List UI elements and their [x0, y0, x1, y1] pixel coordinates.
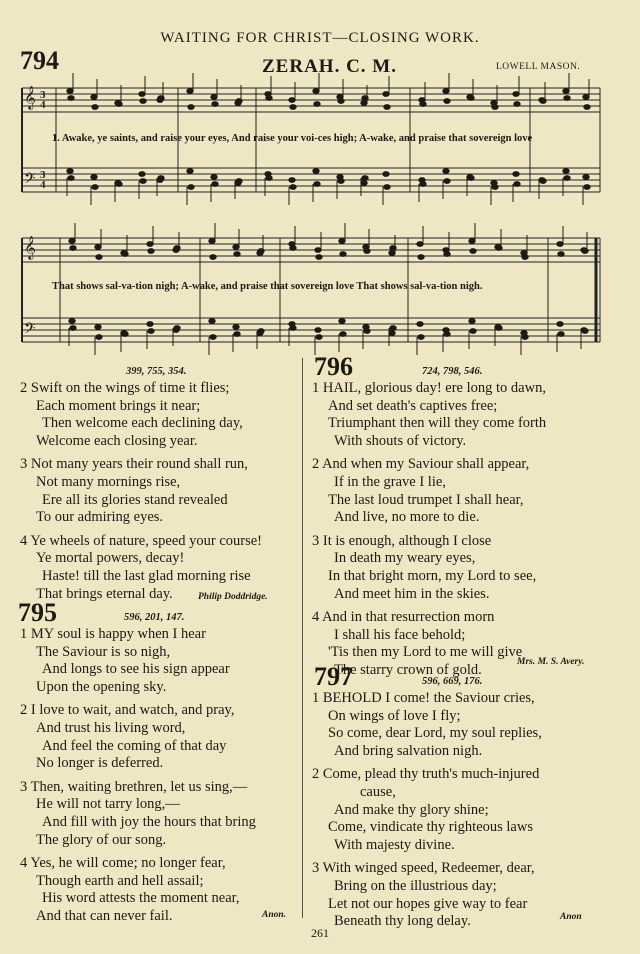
notehead [338, 99, 344, 104]
music-score [0, 0, 640, 360]
hymn-797-author: Anon [560, 912, 582, 922]
notehead [67, 89, 73, 94]
verse-line: Upon the opening sky. [36, 678, 167, 695]
verse-line: 3 Then, waiting brethren, let us sing,— [20, 778, 248, 795]
notehead [92, 185, 98, 190]
verse-line: Let not our hopes give way to fear [328, 895, 528, 912]
verse-line: Then welcome each declining day, [42, 415, 243, 432]
notehead [384, 185, 390, 190]
notehead [211, 95, 217, 100]
notehead [522, 335, 528, 340]
notehead [95, 245, 101, 250]
hymn-797-text [312, 690, 542, 931]
notehead [95, 325, 101, 330]
verse-line: 2 And when my Saviour shall appear, [312, 456, 530, 473]
notehead [139, 92, 145, 97]
verse-line: Each moment brings it near; [36, 397, 201, 414]
notehead [290, 105, 296, 110]
notehead [70, 326, 76, 331]
notehead [313, 169, 319, 174]
verse-line: And longs to see his sign appear [42, 661, 230, 678]
notehead [290, 185, 296, 190]
notehead [514, 182, 520, 187]
notehead [470, 249, 476, 254]
notehead [364, 249, 370, 254]
notehead [469, 239, 475, 244]
notehead [557, 322, 563, 327]
notehead [558, 252, 564, 257]
treble-clef-icon: 𝄞 [24, 235, 36, 259]
notehead [364, 329, 370, 334]
verse-line: And meet him in the skies. [334, 585, 490, 602]
notehead [147, 322, 153, 327]
notehead [68, 96, 74, 101]
verse-line: Not many mornings rise, [36, 473, 181, 490]
notehead [563, 89, 569, 94]
verse-line: Bring on the illustrious day; [334, 877, 497, 894]
hymn-794-refs: 399, 755, 354. [126, 366, 187, 377]
notehead [187, 169, 193, 174]
verse-line: Welcome each closing year. [36, 432, 198, 449]
notehead [209, 319, 215, 324]
notehead [443, 169, 449, 174]
notehead [444, 252, 450, 257]
notehead [289, 98, 295, 103]
notehead [210, 335, 216, 340]
notehead [314, 102, 320, 107]
notehead [122, 332, 128, 337]
notehead [496, 326, 502, 331]
treble-clef-icon: 𝄞 [24, 85, 36, 109]
notehead [236, 179, 242, 184]
notehead [234, 332, 240, 337]
notehead [361, 101, 367, 106]
notehead [558, 332, 564, 337]
hymn-796-text [312, 380, 546, 680]
verse-line: 3 With winged speed, Redeemer, dear, [312, 860, 535, 877]
verse-line: 2 Come, plead thy truth's much-injured [312, 766, 540, 783]
hymn-795-author: Anon. [262, 910, 287, 920]
verse-line: Ere all its glories stand revealed [42, 491, 228, 508]
lyric-line-1: 1. Awake, ye saints, and raise your eyes, And raise your voi-ces high; A-wake, and praise that sovereign love [52, 133, 533, 144]
verse-line: His word attests the moment near, [42, 890, 240, 907]
notehead [140, 179, 146, 184]
notehead [92, 105, 98, 110]
notehead [584, 185, 590, 190]
notehead [188, 185, 194, 190]
notehead [583, 175, 589, 180]
section-title: WAITING FOR CHRIST—CLOSING WORK. [160, 30, 480, 46]
notehead [564, 96, 570, 101]
notehead [443, 89, 449, 94]
notehead [389, 331, 395, 336]
notehead [91, 175, 97, 180]
verse-line: And fill with joy the hours that bring [42, 813, 256, 830]
hymn-796-number: 796 [314, 352, 353, 381]
notehead [470, 329, 476, 334]
lyric-line-2: That shows sal-va-tion nigh; A-wake, and praise that sovereign love That shows sal-va-tion nigh. [52, 281, 483, 292]
verse-line: And live, no more to die. [334, 509, 480, 526]
notehead [187, 89, 193, 94]
verse-line: That brings eternal day. [36, 585, 173, 602]
verse-line: 2 Swift on the wings of time it flies; [20, 380, 230, 396]
verse-line: And bring salvation nigh. [334, 742, 483, 759]
notehead [540, 179, 546, 184]
notehead [212, 102, 218, 107]
notehead [390, 326, 396, 331]
verse-line: To our admiring eyes. [36, 509, 164, 526]
notehead [210, 255, 216, 260]
notehead [582, 329, 588, 334]
notehead [116, 182, 122, 187]
notehead [96, 335, 102, 340]
notehead [444, 179, 450, 184]
verse-line: Beneath thy long delay. [334, 913, 471, 930]
hymn-796-refs: 724, 798, 546. [422, 366, 483, 377]
tune-name: ZERAH. C. M. [262, 56, 397, 77]
notehead [417, 322, 423, 327]
notehead [258, 329, 264, 334]
notehead [514, 102, 520, 107]
verse-line: If in the grave I lie, [334, 473, 446, 490]
notehead [91, 95, 97, 100]
notehead [209, 239, 215, 244]
hymn-794-text [20, 380, 262, 603]
notehead [383, 92, 389, 97]
notehead [140, 99, 146, 104]
verse-line: With shouts of victory. [334, 432, 467, 449]
notehead [233, 245, 239, 250]
verse-line: And feel the coming of that day [42, 737, 227, 754]
notehead [564, 176, 570, 181]
notehead [313, 89, 319, 94]
hymn-797-refs: 596, 669, 176. [422, 676, 483, 687]
verse-line: Triumphant then will they come forth [328, 415, 547, 432]
verse-line: cause, [360, 783, 396, 800]
notehead [148, 249, 154, 254]
notehead [420, 102, 426, 107]
notehead [584, 105, 590, 110]
notehead [339, 239, 345, 244]
notehead [316, 335, 322, 340]
notehead [69, 319, 75, 324]
verse-line: The glory of our song. [36, 831, 167, 848]
notehead [266, 96, 272, 101]
notehead [340, 332, 346, 337]
verse-line: 1 MY soul is happy when I hear [20, 626, 206, 642]
time-signature: 4 [40, 99, 46, 111]
verse-line: And set death's captives free; [328, 397, 498, 414]
notehead [513, 92, 519, 97]
notehead [362, 176, 368, 181]
verse-line: Though earth and hell assail; [36, 872, 204, 889]
time-signature: 3 [40, 89, 46, 101]
verse-line: 3 Not many years their round shall run, [20, 456, 248, 473]
hymn-795-refs: 596, 201, 147. [124, 612, 185, 623]
verse-line: I shall his face behold; [334, 626, 466, 643]
verse-line: 'Tis then my Lord to me will give [328, 644, 523, 661]
verse-line: Haste! till the last glad morning rise [42, 567, 251, 584]
verse-line: On wings of love I fly; [328, 707, 461, 724]
verse-line: 4 Yes, he will come; no longer fear, [20, 855, 226, 872]
hymn-795-number: 795 [18, 598, 57, 627]
time-signature: 4 [40, 179, 46, 191]
hymn-794-number: 794 [20, 46, 59, 75]
verse-line: And that can never fail. [36, 907, 173, 924]
verse-line: He will not tarry long,— [36, 796, 180, 813]
verse-line: 3 It is enough, although I close [312, 532, 492, 549]
notehead [563, 169, 569, 174]
notehead [340, 252, 346, 257]
notehead [316, 255, 322, 260]
notehead [315, 248, 321, 253]
notehead [69, 239, 75, 244]
verse-line: The last loud trumpet I shall hear, [328, 491, 524, 508]
composer: LOWELL MASON. [496, 62, 581, 72]
notehead [338, 179, 344, 184]
bass-clef-icon: 𝄢 [24, 320, 36, 341]
verse-line: So come, dear Lord, my soul replies, [328, 725, 542, 742]
notehead [583, 95, 589, 100]
verse-line: 4 Ye wheels of nature, speed your course! [20, 532, 263, 549]
notehead [67, 169, 73, 174]
hymn-797-number: 797 [314, 662, 353, 691]
verse-line: In death my weary eyes, [334, 550, 476, 567]
notehead [557, 242, 563, 247]
verse-line: 4 And in that resurrection morn [312, 609, 495, 626]
verse-line: The starry crown of gold. [334, 661, 482, 678]
notehead [211, 175, 217, 180]
notehead [289, 178, 295, 183]
notehead [383, 172, 389, 177]
notehead [174, 326, 180, 331]
notehead [492, 105, 498, 110]
hymn-794-author: Philip Doddridge. [198, 592, 268, 602]
notehead [147, 242, 153, 247]
notehead [420, 182, 426, 187]
notehead [389, 251, 395, 256]
notehead [158, 176, 164, 181]
notehead [444, 332, 450, 337]
notehead [188, 105, 194, 110]
verse-line: The Saviour is so nigh, [36, 643, 171, 660]
notehead [139, 172, 145, 177]
notehead [266, 176, 272, 181]
column-divider [302, 358, 303, 918]
notehead [70, 246, 76, 251]
notehead [492, 185, 498, 190]
notehead [290, 326, 296, 331]
verse-line: With majesty divine. [334, 836, 455, 853]
time-signature: 3 [40, 169, 46, 181]
notehead [361, 181, 367, 186]
hymn-796-author: Mrs. M. S. Avery. [517, 657, 585, 667]
notehead [96, 255, 102, 260]
notehead [339, 319, 345, 324]
notehead [513, 172, 519, 177]
verse-line: In that bright morn, my Lord to see, [328, 567, 537, 584]
verse-line: Ye mortal powers, decay! [36, 550, 185, 567]
notehead [384, 105, 390, 110]
notehead [290, 246, 296, 251]
notehead [418, 255, 424, 260]
notehead [522, 255, 528, 260]
notehead [314, 182, 320, 187]
hymn-795-text [20, 626, 256, 926]
verse-line: Come, vindicate thy righteous laws [328, 819, 533, 836]
notehead [233, 325, 239, 330]
notehead [468, 176, 474, 181]
notehead [444, 99, 450, 104]
notehead [417, 242, 423, 247]
verse-line: 2 I love to wait, and watch, and pray, [20, 702, 235, 719]
notehead [148, 329, 154, 334]
bass-clef-icon: 𝄢 [24, 170, 36, 191]
notehead [469, 319, 475, 324]
verse-line: No longer is deferred. [36, 755, 164, 772]
notehead [315, 328, 321, 333]
notehead [68, 176, 74, 181]
notehead [418, 335, 424, 340]
notehead [234, 252, 240, 257]
verse-line: And make thy glory shine; [334, 801, 489, 818]
verse-line: 1 BEHOLD I come! the Saviour cries, [312, 690, 535, 706]
page-number: 261 [311, 926, 329, 940]
verse-line: And trust his living word, [36, 719, 186, 736]
verse-line: 1 HAIL, glorious day! ere long to dawn, [312, 380, 546, 396]
notehead [212, 182, 218, 187]
